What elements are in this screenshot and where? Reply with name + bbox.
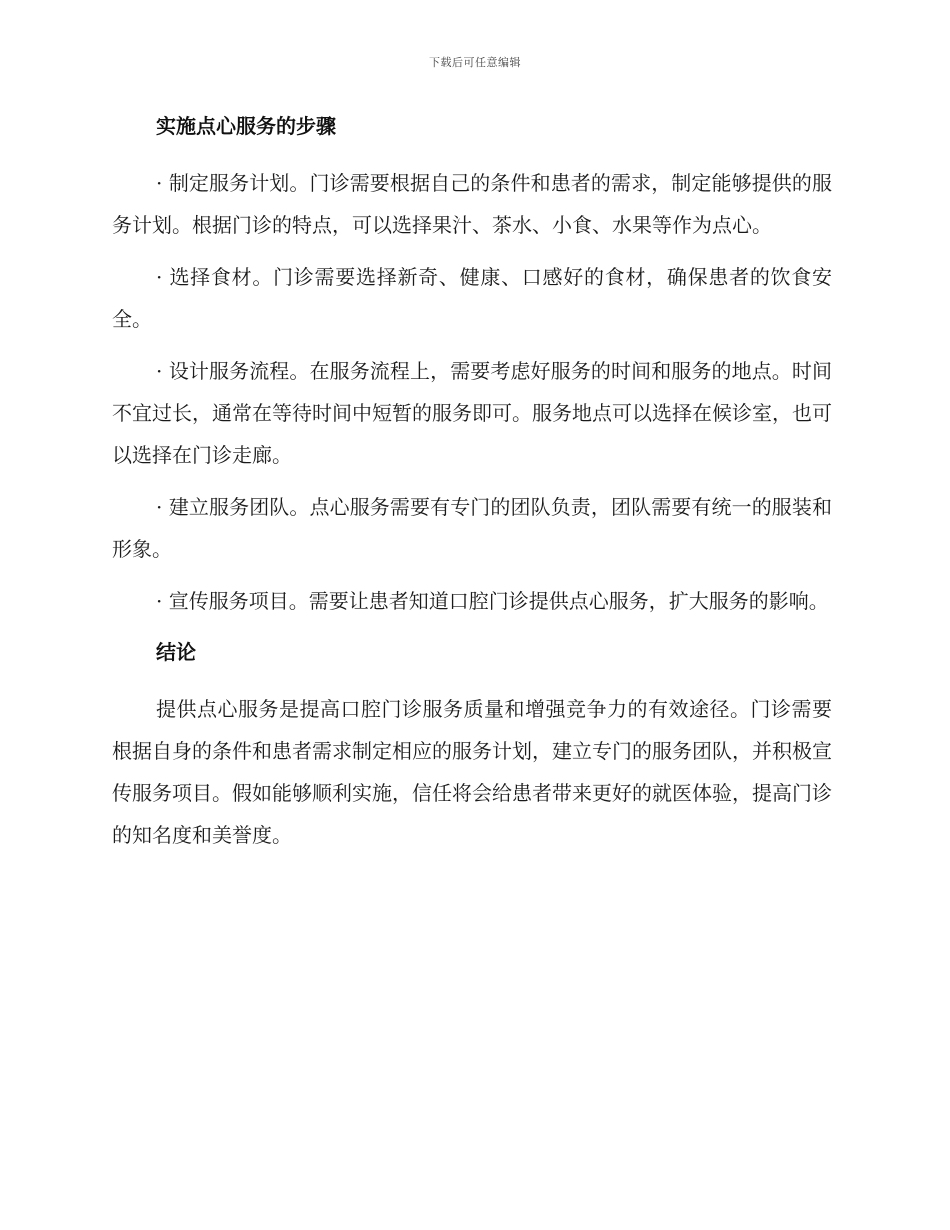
- conclusion-paragraph: 提供点心服务是提高口腔门诊服务质量和增强竞争力的有效途径。门诊需要根据自身的条件和患者需求制定相应的服务计划，建立专门的服务团队，并积极宣传服务项目。假如能够顺利实施，信任将会给患者带来更好的就医体验，提高门诊的知名度和美誉度。: [112, 697, 832, 847]
- page-header-note: 下载后可任意编辑: [429, 56, 521, 69]
- step-paragraph-process: · 设计服务流程。在服务流程上，需要考虑好服务的时间和服务的地点。时间不宜过长，通常在等待时间中短暂的服务即可。服务地点可以选择在候诊室，也可以选择在门诊走廊。: [112, 359, 832, 467]
- document-content: [112, 112, 832, 856]
- step-paragraph-team: · 建立服务团队。点心服务需要有专门的团队负责，团队需要有统一的服装和形象。: [112, 495, 832, 561]
- section-heading-steps: 实施点心服务的步骤: [156, 114, 336, 138]
- section-heading-conclusion: 结论: [156, 640, 196, 664]
- step-paragraph-promotion: · 宣传服务项目。需要让患者知道口腔门诊提供点心服务，扩大服务的影响。: [156, 589, 829, 613]
- step-paragraph-ingredients: · 选择食材。门诊需要选择新奇、健康、口感好的食材，确保患者的饮食安全。: [112, 265, 832, 331]
- step-paragraph-plan: · 制定服务计划。门诊需要根据自己的条件和患者的需求，制定能够提供的服务计划。根据门诊的特点，可以选择果汁、茶水、小食、水果等作为点心。: [112, 171, 832, 237]
